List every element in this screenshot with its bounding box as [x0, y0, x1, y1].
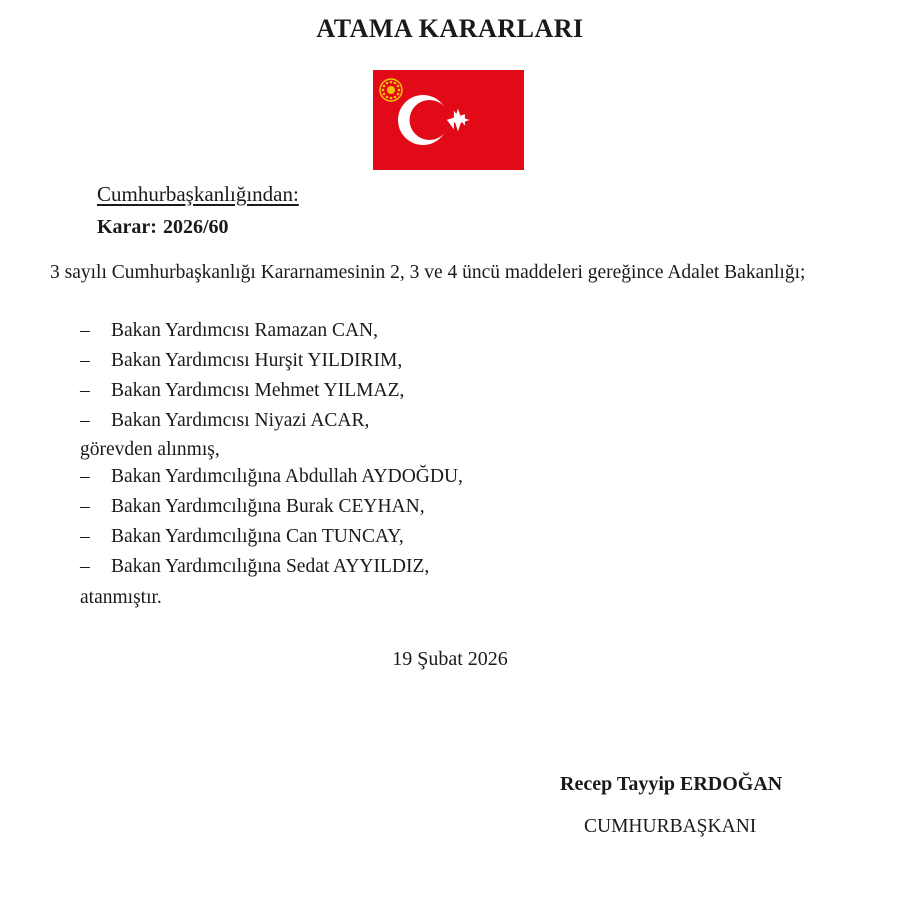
turkish-flag-with-presidential-seal — [373, 70, 524, 170]
decision-value: 2026/60 — [162, 216, 229, 238]
list-item: – Bakan Yardımcısı Hurşit YILDIRIM, — [80, 350, 403, 371]
signatory-name: Recep Tayyip ERDOĞAN — [560, 773, 783, 795]
list-item: – Bakan Yardımcılığına Burak CEYHAN, — [80, 496, 425, 517]
list-item: – Bakan Yardımcısı Niyazi ACAR, — [80, 410, 370, 431]
list-item: – Bakan Yardımcısı Mehmet YILMAZ, — [80, 380, 405, 401]
removed-note: görevden alınmış, — [80, 439, 220, 460]
presidential-seal-icon — [380, 79, 402, 101]
intro-paragraph: 3 sayılı Cumhurbaşkanlığı Kararnamesinin 2, 3 ve 4 üncü maddeleri gereğince Adalet Bakanlığı; — [50, 262, 806, 283]
appointed-note: atanmıştır. — [80, 587, 162, 608]
signatory-title: CUMHURBAŞKANI — [584, 816, 757, 837]
document-date: 19 Şubat 2026 — [392, 648, 508, 670]
list-item: – Bakan Yardımcılığına Sedat AYYILDIZ, — [80, 556, 430, 577]
document-title: ATAMA KARARLARI — [316, 14, 584, 43]
list-item: – Bakan Yardımcılığına Can TUNCAY, — [80, 526, 404, 547]
appointed-list — [80, 462, 463, 582]
issuer-heading: Cumhurbaşkanlığından: — [97, 182, 299, 206]
decision-label: Karar: — [97, 216, 157, 238]
list-item: – Bakan Yardımcısı Ramazan CAN, — [80, 320, 379, 341]
list-item: – Bakan Yardımcılığına Abdullah AYDOĞDU, — [80, 466, 463, 487]
decision-number — [97, 216, 235, 239]
removed-list — [80, 316, 404, 436]
